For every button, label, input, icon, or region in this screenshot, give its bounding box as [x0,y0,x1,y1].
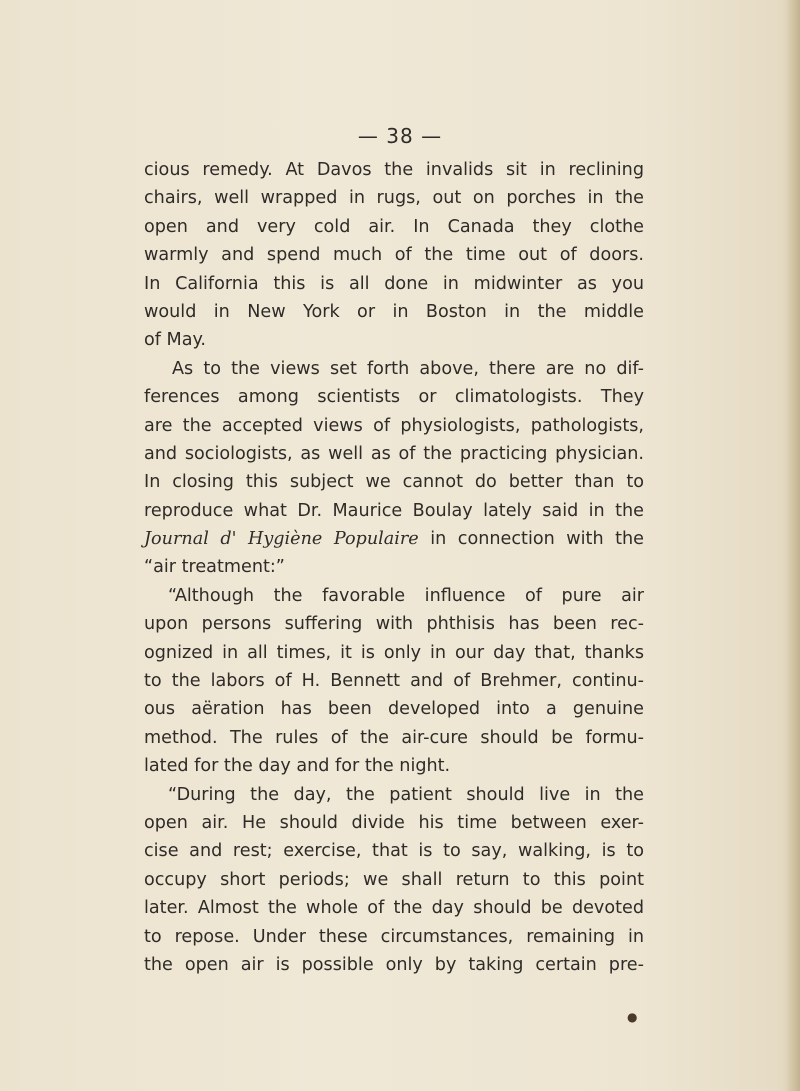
text-line: the open air is possible only by taking certain pre- [144,954,644,975]
text-line: open air. He should divide his time between exer- [144,812,644,833]
text-line: open and very cold air. In Canada they clothe [144,216,644,237]
text-line: ognized in all times, it is only in our day that, thanks [144,642,644,663]
body-text [144,156,644,979]
text-line-journal-title [144,525,644,553]
text-line: method. The rules of the air-cure should be formu- [144,727,644,748]
text-line: reproduce what Dr. Maurice Boulay lately said in the [144,500,644,521]
text-line: lated for the day and for the night. [144,756,451,777]
text-line: to the labors of H. Bennett and of Brehmer, continu- [144,671,644,692]
text-line: In California this is all done in midwinter as you [144,273,644,294]
paragraph-start: As to the views set forth above, there are no dif- [172,358,644,379]
text-line: to repose. Under these circumstances, remaining in [144,926,644,947]
text-line: ferences among scientists or climatologists. They [144,387,644,408]
page-number: — 38 — [357,124,443,148]
text-line: of May. [144,330,207,351]
page-edge-shadow [786,0,800,1091]
text-line: ous aëration has been developed into a genuine [144,699,644,720]
journal-title: Journal d' Hygiène Populaire [144,529,419,550]
text-line: are the accepted views of physiologists, pathologists, [144,415,644,436]
text-line: upon persons suffering with phthisis has been rec- [144,614,644,635]
text-line: and sociologists, as well as of the practicing physician. [144,443,644,464]
text-line: later. Almost the whole of the day should be devoted [144,898,644,919]
text-line: “air treatment:” [144,557,285,578]
quote-paragraph-start: “During the day, the patient should live in the [168,784,644,805]
text-fragment: in connection with the [418,529,644,550]
ink-speck: ● [627,1010,638,1024]
text-line: warmly and spend much of the time out of doors. [144,245,644,266]
text-line: cise and rest; exercise, that is to say, walking, is to [144,841,644,862]
text-line: occupy short periods; we shall return to this point [144,869,644,890]
text-line: would in New York or in Boston in the middle [144,301,644,322]
text-line: cious remedy. At Davos the invalids sit in reclining [144,160,644,180]
text-line: In closing this subject we cannot do better than to [144,472,644,493]
quote-start: “Although the favorable influence of pure air [168,585,644,606]
text-line: chairs, well wrapped in rugs, out on porches in the [144,188,644,209]
